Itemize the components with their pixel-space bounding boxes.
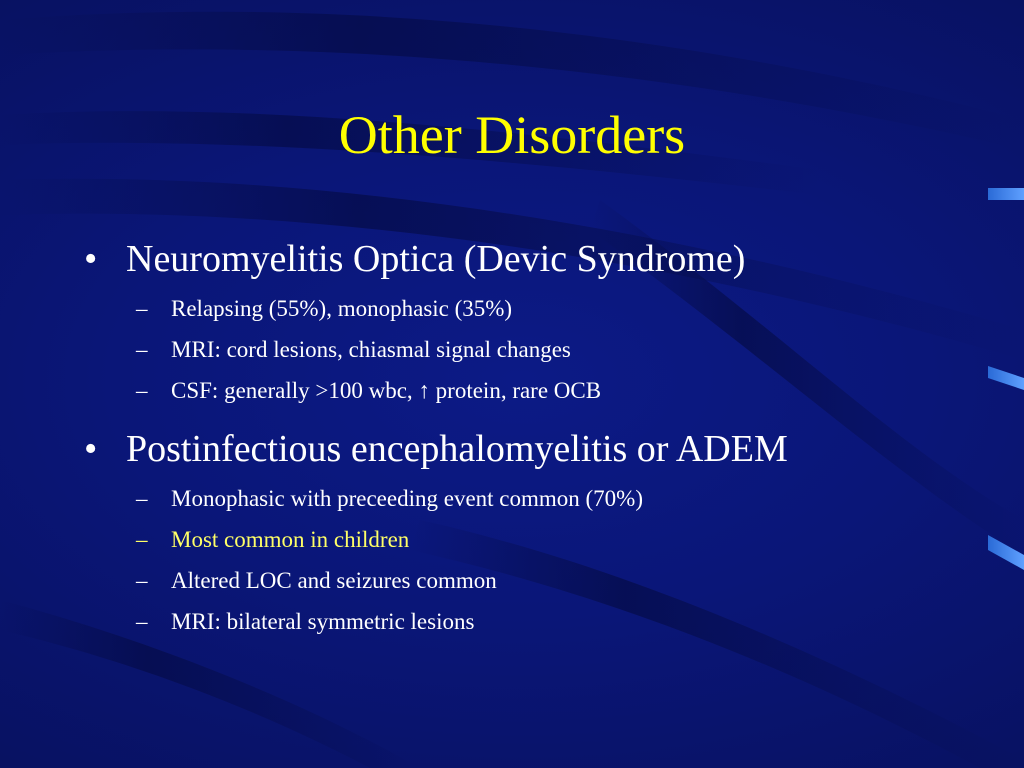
sub-item bbox=[84, 329, 984, 370]
sub-item-text: CSF: generally >100 wbc, ↑ protein, rare OCB bbox=[171, 378, 602, 403]
sub-item bbox=[84, 478, 984, 519]
sub-item bbox=[84, 288, 984, 329]
bullet-text: Neuromyelitis Optica (Devic Syndrome) bbox=[126, 238, 746, 280]
sub-item-symbol: – bbox=[136, 378, 148, 403]
sub-item-symbol: – bbox=[136, 486, 148, 511]
sub-item-symbol: – bbox=[136, 609, 148, 634]
bullet-symbol: • bbox=[84, 428, 98, 470]
sub-item-text: Most common in children bbox=[171, 527, 410, 552]
sub-item bbox=[84, 560, 984, 601]
bullet-item bbox=[84, 230, 984, 288]
accent-bar bbox=[988, 188, 1024, 200]
sub-item bbox=[84, 370, 984, 411]
slide-body bbox=[84, 230, 984, 642]
sub-item-symbol: – bbox=[136, 527, 148, 552]
sub-item-text: Relapsing (55%), monophasic (35%) bbox=[171, 296, 513, 321]
sub-item-symbol: – bbox=[136, 337, 148, 362]
bullet-symbol: • bbox=[84, 238, 98, 280]
sub-item bbox=[84, 519, 984, 560]
sub-item-text: MRI: bilateral symmetric lesions bbox=[171, 609, 475, 634]
sub-item-text: MRI: cord lesions, chiasmal signal changes bbox=[171, 337, 571, 362]
accent-bar bbox=[988, 366, 1024, 390]
sub-item-symbol: – bbox=[136, 568, 148, 593]
slide-title: Other Disorders bbox=[338, 105, 686, 165]
bullet-item bbox=[84, 420, 984, 478]
sub-item-text: Altered LOC and seizures common bbox=[171, 568, 497, 593]
sub-item-symbol: – bbox=[136, 296, 148, 321]
bullet-text: Postinfectious encephalomyelitis or ADEM bbox=[126, 428, 788, 470]
sub-item-text: Monophasic with preceeding event common (70%) bbox=[171, 486, 644, 511]
sub-item bbox=[84, 601, 984, 642]
